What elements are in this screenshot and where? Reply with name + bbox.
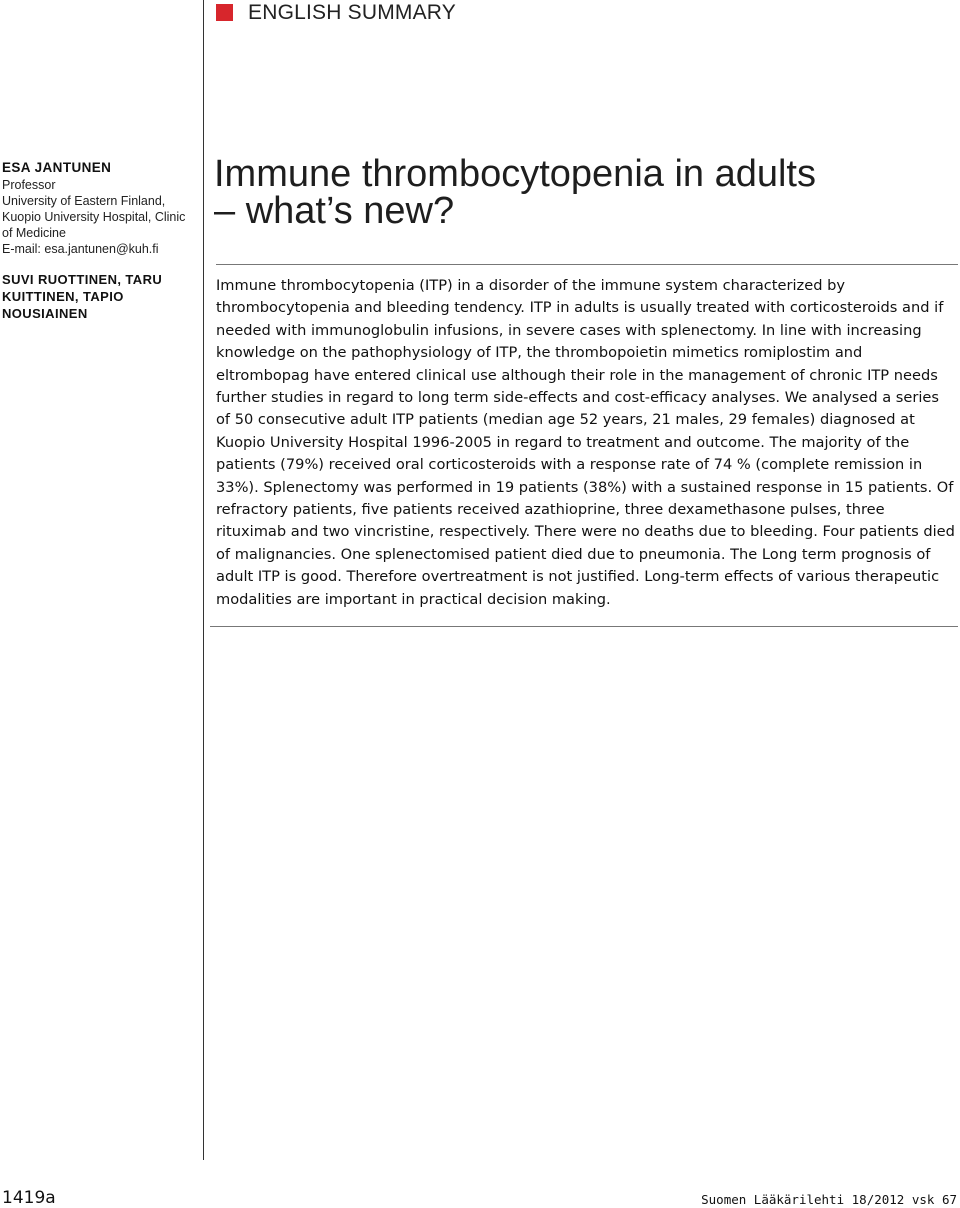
author-affiliation-line: of Medicine [2,226,66,240]
section-marker [216,4,233,21]
author-affiliation-line: University of Eastern Finland, [2,194,166,208]
column-divider [203,0,204,1160]
abstract-bottom-rule [210,626,958,627]
author-title: Professor [2,178,56,192]
author-sidebar [2,160,198,322]
section-label: ENGLISH SUMMARY [248,1,456,24]
journal-reference: Suomen Lääkärilehti 18/2012 vsk 67 [701,1192,957,1207]
article-title [214,153,954,232]
author-email: E-mail: esa.jantunen@kuh.fi [2,242,159,256]
title-line-1: Immune thrombocytopenia in adults [214,153,816,195]
title-line-2: – what’s new? [214,190,455,232]
author-affiliation-line: Kuopio University Hospital, Clinic [2,210,186,224]
abstract-top-rule [216,264,958,265]
page-number: 1419a [2,1188,56,1208]
author-name: ESA JANTUNEN [2,160,112,175]
coauthors: SUVI RUOTTINEN, TARU KUITTINEN, TAPIO NOUSIAINEN [2,272,163,321]
abstract-text: Immune thrombocytopenia (ITP) in a disorder of the immune system characterized by thrombocytopenia and bleeding tendency. ITP in adults is usually treated with corticosteroids and if needed with immunoglobulin infusions, in severe cases with splenectomy. In line with increasing knowledge on the pathophysiology of ITP, the thrombopoietin mimetics romiplostim and eltrombopag have entered clinical use although their role in the management of chronic ITP needs further studies in regard to long term side-effects and cost-efficacy analyses. We analysed a series of 50 consecutive adult ITP patients (median age 52 years, 21 males, 29 females) diagnosed at Kuopio University Hospital 1996-2005 in regard to treatment and outcome. The majority of the patients (79%) received oral corticosteroids with a response rate of 74 % (complete remission in 33%). Splenectomy was performed in 19 patients (38%) with a sustained response in 15 patients. Of refractory patients, five patients received azathioprine, three dexamethasone pulses, three rituximab and two vincristine, respectively. There were no deaths due to bleeding. Four patients died of malignancies. One splenectomised patient died due to pneumonia. The Long term prognosis of adult ITP is good. Therefore overtreatment is not justified. Long-term effects of various therapeutic modalities are important in practical decision making. [216,277,955,608]
